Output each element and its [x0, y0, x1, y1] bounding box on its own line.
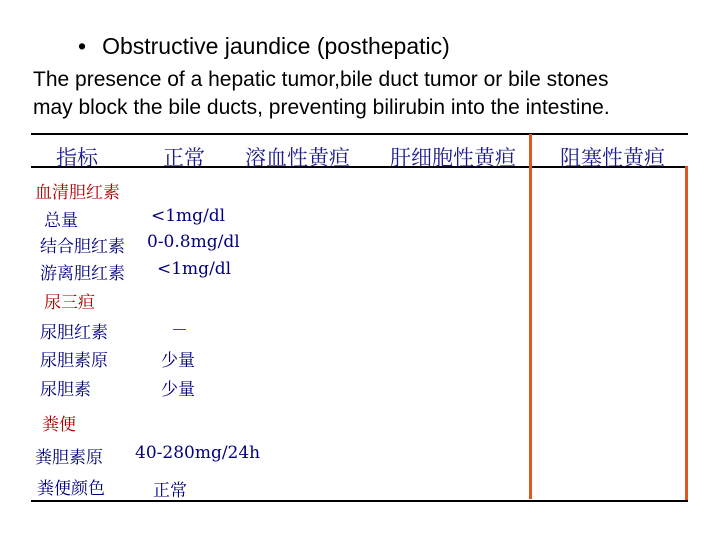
row-normal-value: 0-0.8mg/dl	[147, 232, 240, 252]
row-label: 尿胆素原	[40, 351, 108, 371]
row-normal-value: <1mg/dl	[151, 206, 226, 226]
row-label: 尿胆红素	[40, 323, 108, 343]
slide-heading	[78, 33, 450, 60]
row-normal-value: 40-280mg/24h	[135, 443, 261, 463]
bullet-marker: •	[78, 33, 87, 59]
right-edge-bar	[685, 166, 688, 500]
header-hemolytic: 溶血性黄疸	[245, 146, 350, 170]
header-indicator: 指标	[56, 146, 98, 170]
table-top-rule	[31, 133, 688, 135]
section-urine: 尿三疸	[44, 293, 95, 313]
intro-line-1: The presence of a hepatic tumor,bile duct tumor or bile stones	[33, 68, 609, 91]
column-divider-bar	[529, 134, 532, 499]
intro-line-2: may block the bile ducts, preventing bilirubin into the intestine.	[33, 96, 610, 119]
heading-text: Obstructive jaundice (posthepatic)	[102, 33, 450, 59]
header-hepatocellular: 肝细胞性黄疸	[390, 146, 516, 170]
row-normal-value: 正常	[153, 481, 187, 501]
row-normal-value: 少量	[161, 351, 195, 371]
row-label: 游离胆红素	[40, 264, 125, 284]
row-label: 粪便颜色	[37, 479, 105, 499]
table-bottom-rule	[31, 500, 688, 502]
row-label: 粪胆素原	[35, 448, 103, 468]
row-label: 尿胆素	[40, 380, 91, 400]
row-normal-value: 少量	[161, 380, 195, 400]
row-normal-value: －	[171, 321, 188, 341]
section-serum-bilirubin: 血清胆红素	[35, 183, 120, 203]
row-label: 结合胆红素	[40, 237, 125, 257]
section-stool: 粪便	[42, 415, 76, 435]
header-obstructive: 阻塞性黄疸	[560, 146, 665, 170]
header-normal: 正常	[163, 146, 205, 170]
row-label: 总量	[44, 211, 78, 231]
row-normal-value: <1mg/dl	[157, 259, 232, 279]
